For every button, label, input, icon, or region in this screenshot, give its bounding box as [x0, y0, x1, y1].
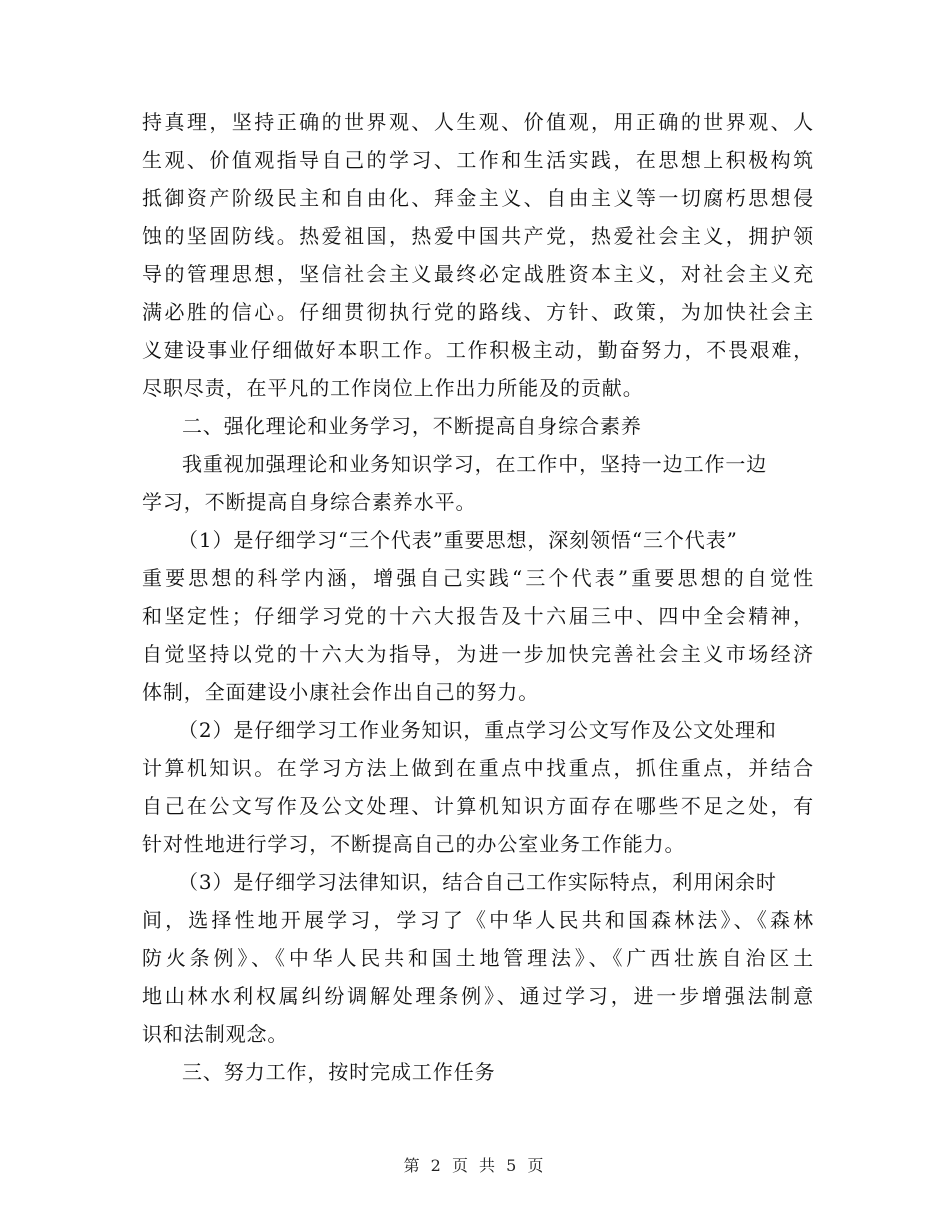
- text-line: 和坚定性；仔细学习党的十六大报告及十六届三中、四中全会精神，: [142, 604, 814, 628]
- text-line: 地山林水利权属纠纷调解处理条例》、通过学习，进一步增强法制意: [142, 984, 814, 1008]
- text-line: 针对性地进行学习，不断提高自己的办公室业务工作能力。: [142, 832, 686, 856]
- text-line: 持真理，坚持正确的世界观、人生观、价值观，用正确的世界观、人: [142, 110, 814, 134]
- document-body: [142, 103, 814, 1091]
- text-line: （2）是仔细学习工作业务知识，重点学习公文写作及公文处理和: [178, 718, 777, 742]
- text-line: （1）是仔细学习“三个代表”重要思想，深刻领悟“三个代表”: [178, 528, 738, 552]
- section-heading: 三、努力工作，按时完成工作任务: [182, 1060, 496, 1084]
- text-line: 学习，不断提高自身综合素养水平。: [142, 490, 477, 514]
- section-heading: 二、强化理论和业务学习，不断提高自身综合素养: [182, 414, 642, 438]
- text-line: 满必胜的信心。仔细贯彻执行党的路线、方针、政策，为加快社会主: [142, 300, 814, 324]
- text-line: 导的管理思想，坚信社会主义最终必定战胜资本主义，对社会主义充: [142, 262, 814, 286]
- text-line: 生观、价值观指导自己的学习、工作和生活实践，在思想上积极构筑: [142, 148, 814, 172]
- text-line: 自己在公文写作及公文处理、计算机知识方面存在哪些不足之处，有: [142, 794, 814, 818]
- text-line: 间，选择性地开展学习，学习了《中华人民共和国森林法》、《森林: [142, 908, 814, 932]
- text-line: 抵御资产阶级民主和自由化、拜金主义、自由主义等一切腐朽思想侵: [142, 186, 814, 210]
- text-line: 蚀的坚固防线。热爱祖国，热爱中国共产党，热爱社会主义，拥护领: [142, 224, 814, 248]
- text-line: 义建设事业仔细做好本职工作。工作积极主动，勤奋努力，不畏艰难，: [142, 338, 814, 362]
- text-line: 识和法制观念。: [142, 1022, 289, 1046]
- text-line: 自觉坚持以党的十六大为指导，为进一步加快完善社会主义市场经济: [142, 642, 814, 666]
- text-line: 防火条例》、《中华人民共和国土地管理法》、《广西壮族自治区土: [142, 946, 814, 970]
- text-line: 重要思想的科学内涵，增强自己实践“三个代表”重要思想的自觉性: [142, 566, 814, 590]
- text-line: 我重视加强理论和业务知识学习，在工作中，坚持一边工作一边: [182, 452, 768, 476]
- text-line: （3）是仔细学习法律知识，结合自己工作实际特点，利用闲余时: [178, 870, 777, 894]
- text-line: 计算机知识。在学习方法上做到在重点中找重点，抓住重点，并结合: [142, 756, 814, 780]
- text-line: 体制，全面建设小康社会作出自己的努力。: [142, 680, 540, 704]
- text-line: 尽职尽责，在平凡的工作岗位上作出力所能及的贡献。: [142, 376, 644, 400]
- page-number-footer: 第 2 页 共 5 页: [403, 1156, 547, 1175]
